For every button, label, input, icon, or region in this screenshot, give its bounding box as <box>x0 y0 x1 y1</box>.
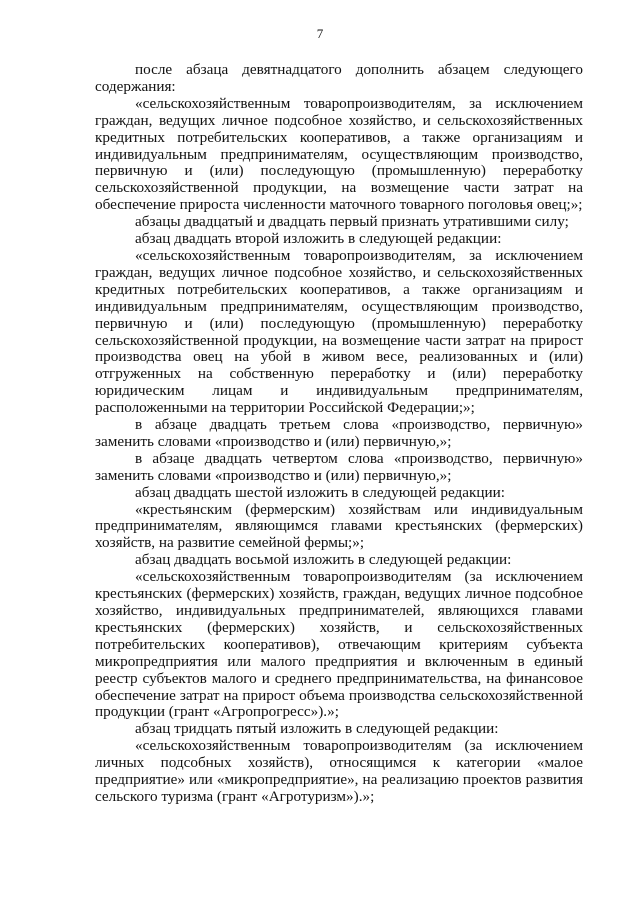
paragraph: в абзаце двадцать третьем слова «производство, первичную» заменить словами «производство и (или) первичную,»; <box>95 416 583 450</box>
document-body <box>95 62 583 806</box>
paragraph: после абзаца девятнадцатого дополнить абзацем следующего содержания: <box>95 61 583 95</box>
paragraph: абзацы двадцатый и двадцать первый признать утратившими силу; <box>135 213 569 231</box>
paragraph: «сельскохозяйственным товаропроизводителям, за исключением граждан, ведущих личное подсобное хозяйство, и сельскохозяйственных кредитных потребительских кооперативов, а также организациям и индивидуальным предпринимателям, осуществляющим производство, первичную и (или) последующую (промышленную) переработку сельскохозяйственной продукции, на возмещение части затрат на обеспечение прироста численности маточного товарного поголовья овец;»; <box>95 94 583 214</box>
paragraph: абзац двадцать шестой изложить в следующей редакции: <box>135 483 505 501</box>
paragraph: абзац тридцать пятый изложить в следующей редакции: <box>135 720 499 738</box>
paragraph: «сельскохозяйственным товаропроизводителям (за исключением крестьянских (фермерских) хозяйств, граждан, ведущих личное подсобное хозяйство, индивидуальных предпринимателей, являющихся главами крестьянских (фермерских) хозяйств, и сельскохозяйственных потребительских кооперативов), отвечающим критериям субъекта микропредприятия или малого предприятия и включенным в единый реестр субъектов малого и среднего предпринимательства, на финансовое обеспечение затрат на прирост объема производства сельскохозяйственной продукции (грант «Агропрогресс»).»; <box>95 568 583 721</box>
paragraph: в абзаце двадцать четвертом слова «производство, первичную» заменить словами «производство и (или) первичную,»; <box>95 449 583 484</box>
paragraph: «сельскохозяйственным товаропроизводителям, за исключением граждан, ведущих личное подсобное хозяйство, и сельскохозяйственных кредитных потребительских кооперативов, а также организациям и индивидуальным предпринимателям, осуществляющим производство, первичную и (или) последующую (промышленную) переработку сельскохозяйственной продукции, на возмещение части затрат на прирост производства овец на убой в живом весе, реализованных и (или) отгруженных на собственную переработку и (или) переработку юридическим лицам и индивидуальным предпринимателям, расположенными на территории Российской Федерации;»; <box>95 246 583 417</box>
paragraph: абзац двадцать второй изложить в следующей редакции: <box>135 230 502 248</box>
paragraph: абзац двадцать восьмой изложить в следующей редакции: <box>135 551 512 569</box>
paragraph: «сельскохозяйственным товаропроизводителям (за исключением личных подсобных хозяйств), относящимся к категории «малое предприятие» или «микропредприятие», на реализацию проектов развития сельского туризма (грант «Агротуризм»).»; <box>95 737 583 805</box>
paragraph: «крестьянским (фермерским) хозяйствам или индивидуальным предпринимателям, являющимся главами крестьянских (фермерских) хозяйств, на развитие семейной фермы;»; <box>95 500 583 552</box>
page-number: 7 <box>316 26 324 41</box>
